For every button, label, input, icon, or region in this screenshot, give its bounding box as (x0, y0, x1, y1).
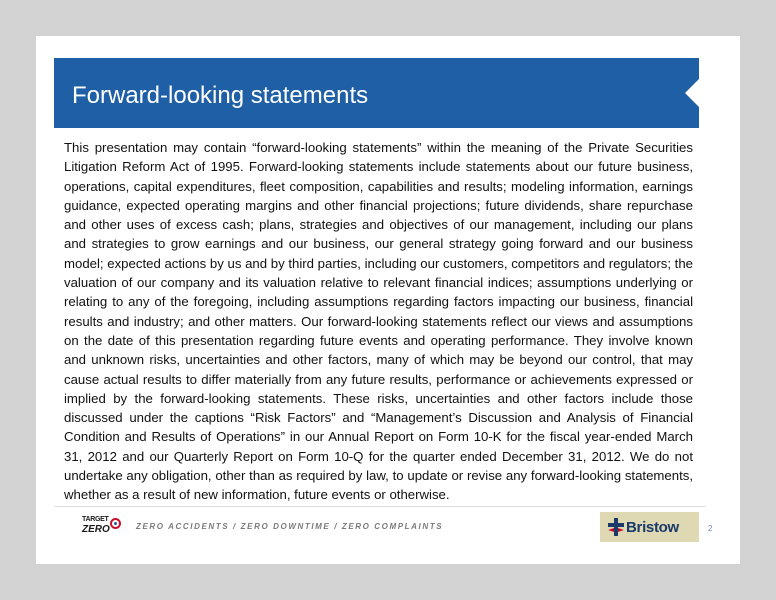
footer-tagline: ZERO ACCIDENTS / ZERO DOWNTIME / ZERO COMPLAINTS (136, 522, 444, 531)
target-zero-logo-target-text: TARGET (82, 516, 109, 523)
title-bar (54, 58, 699, 128)
title-bar-notch (685, 79, 699, 107)
target-zero-logo-zero-text: ZERO (82, 524, 110, 535)
target-icon (110, 518, 121, 529)
slide-title: Forward-looking statements (72, 82, 369, 109)
body-paragraph: This presentation may contain “forward-looking statements” within the meaning of the Private Securities Litigation Reform Act of 1995. Forward-looking statements include statements about our future business, operations, capital expenditures, fleet composition, capabilities and results; modeling information, earnings guidance, expected operating margins and other financial projections; future dividends, share repurchase and other uses of excess cash; plans, strategies and objectives of our management, including our plans and strategies to grow earnings and our business, our general strategy going forward and our business model; expected actions by us and by third parties, including our customers, competitors and regulators; the valuation of our company and its valuation relative to relevant financial indices; assumptions underlying or relating to any of the foregoing, including assumptions regarding factors impacting our business, financial results and industry; and other matters. Our forward-looking statements reflect our views and assumptions on the date of this presentation regarding future events and operating performance. They involve known and unknown risks, uncertainties and other factors, many of which may be beyond our control, that may cause actual results to differ materially from any future results, performance or achievements expressed or implied by the forward-looking statements. These risks, uncertainties and other factors include those discussed under the captions “Risk Factors” and “Management’s Discussion and Analysis of Financial Condition and Results of Operations” in our Annual Report on Form 10-K for the fiscal year-ended March 31, 2012 and our Quarterly Report on Form 10-Q for the quarter ended December 31, 2012. We do not undertake any obligation, other than as required by law, to update or revise any forward-looking statements, whether as a result of new information, future events or otherwise. (64, 140, 693, 503)
slide (36, 36, 740, 564)
footer-divider (54, 506, 706, 507)
bristow-emblem-icon (608, 518, 624, 536)
page-number: 2 (708, 524, 713, 533)
bristow-logo (600, 512, 699, 542)
bristow-wordmark: Bristow (626, 519, 679, 536)
target-zero-logo (82, 516, 124, 538)
